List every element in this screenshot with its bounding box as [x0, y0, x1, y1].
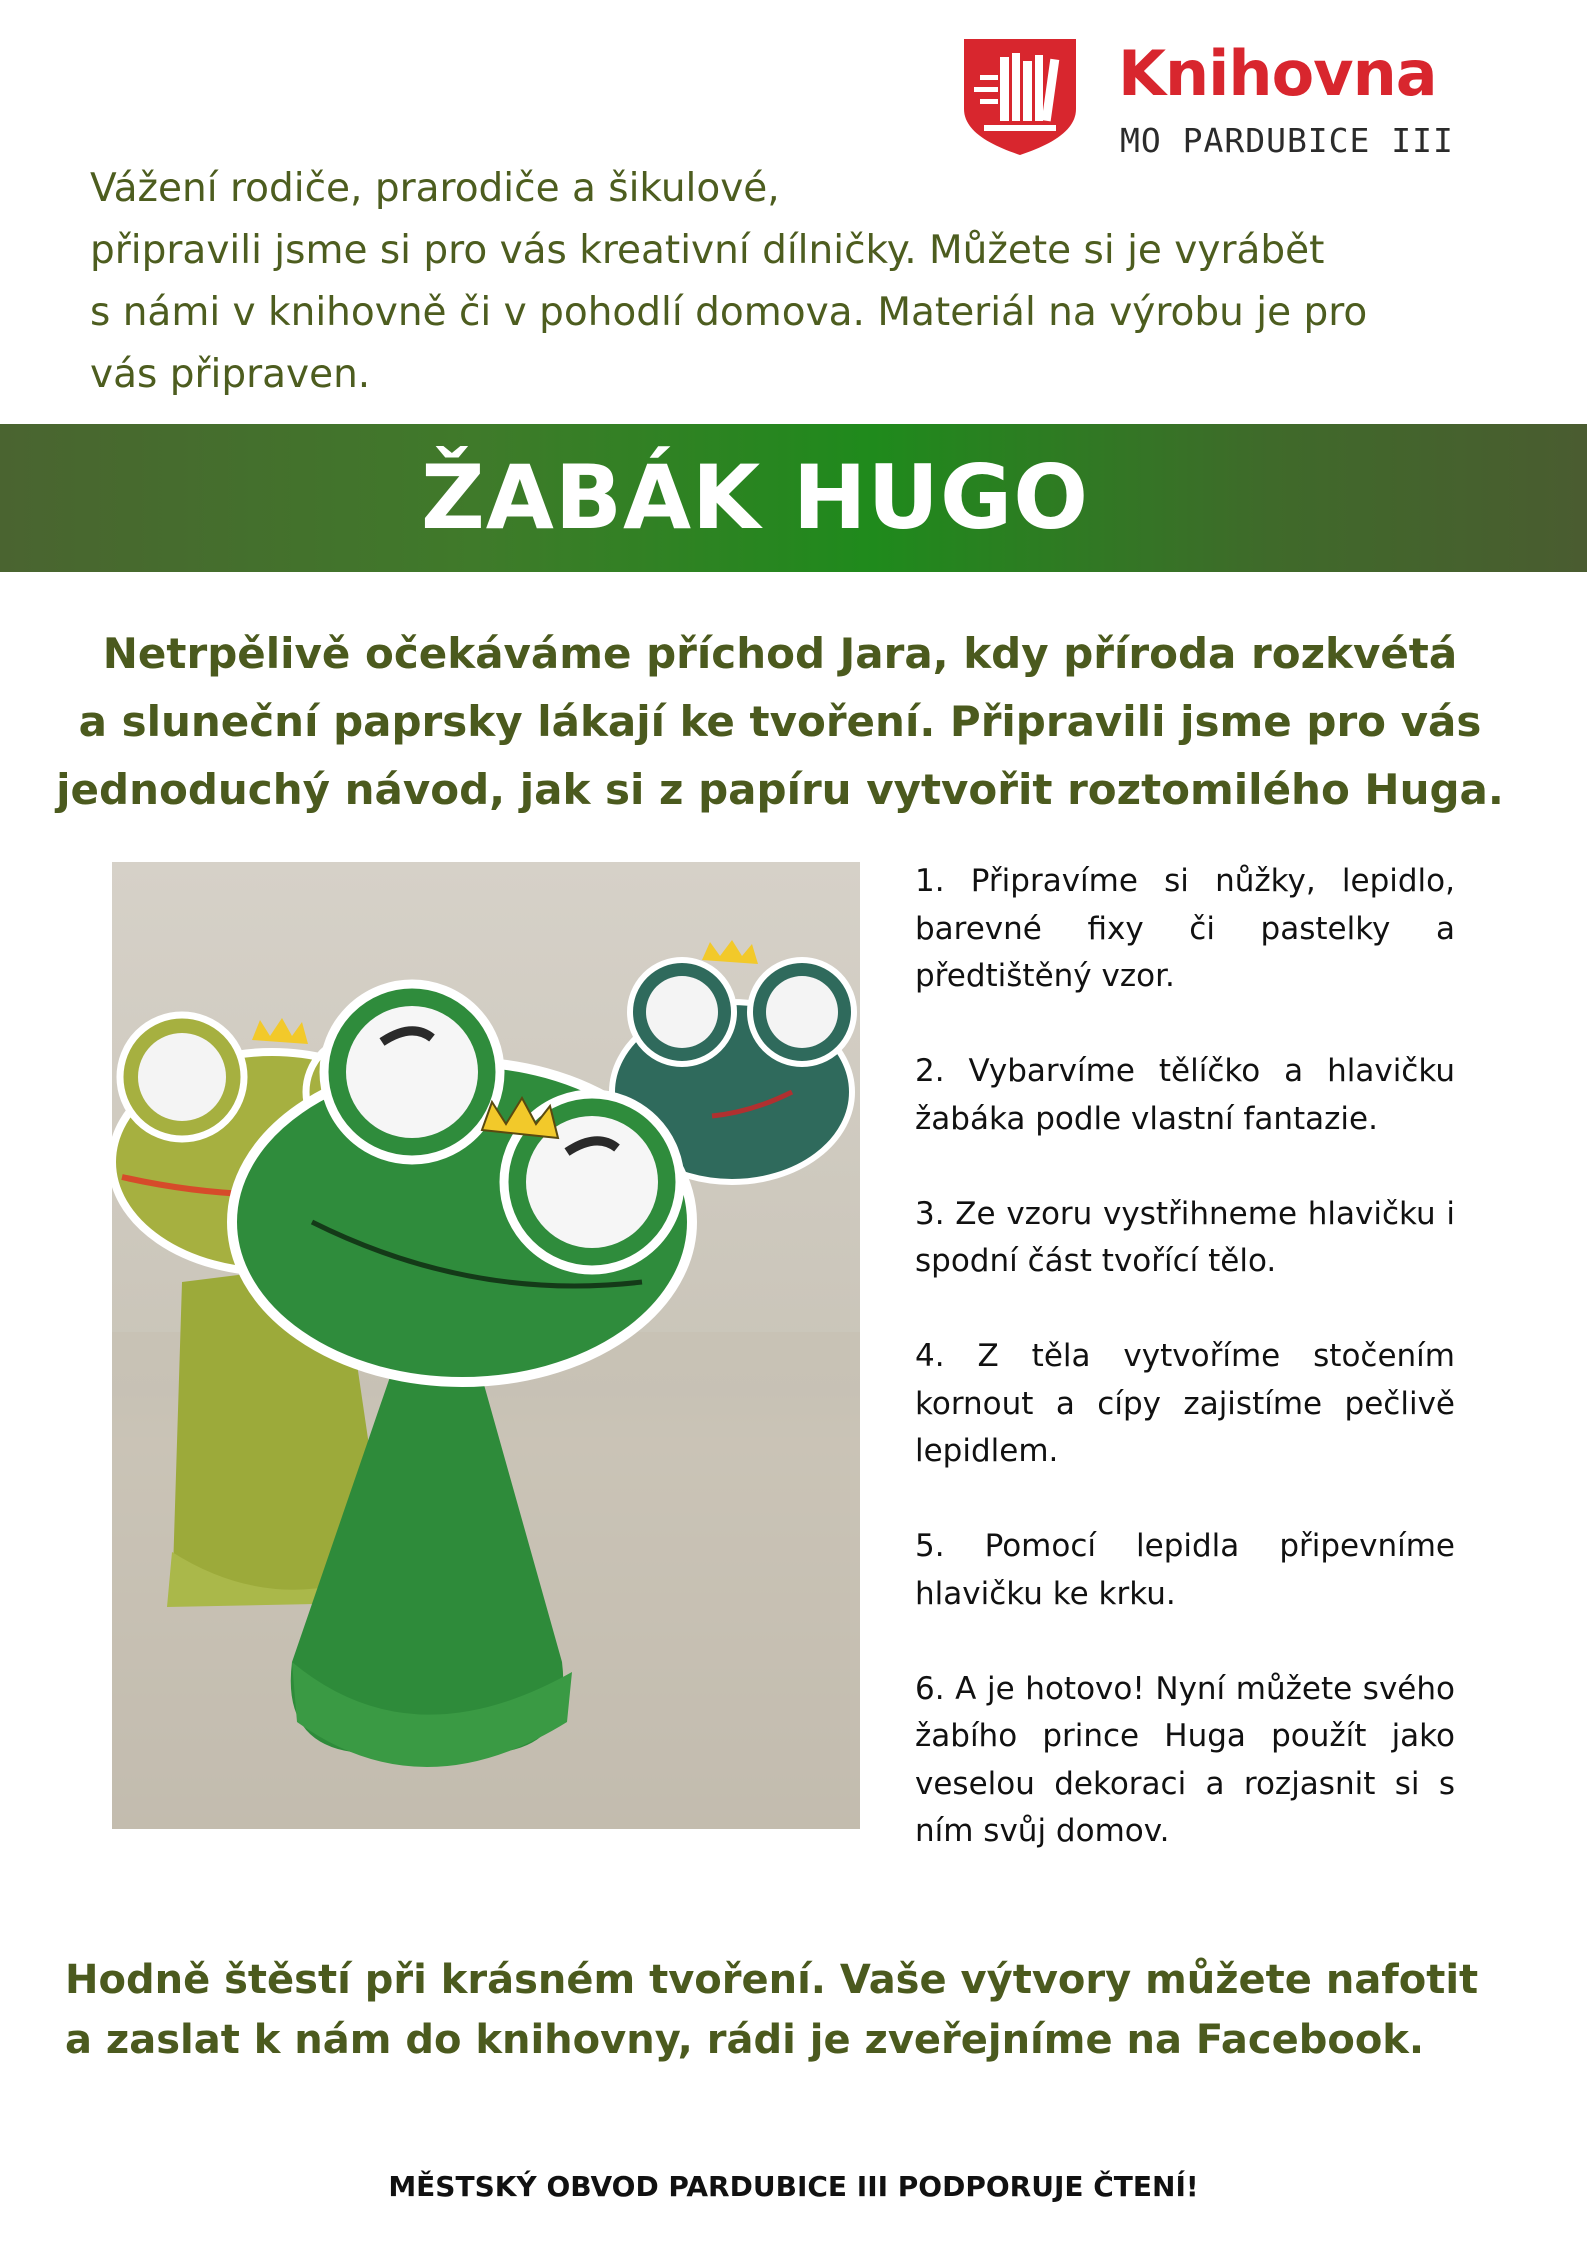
title-banner	[0, 424, 1587, 572]
page-title: ŽABÁK HUGO	[420, 446, 1090, 549]
step-item: 3. Ze vzoru vystřihneme hlavičku i spodní část tvořící tělo.	[915, 1195, 1455, 1279]
closing-line: Hodně štěstí při krásném tvoření. Vaše výtvory můžete nafotit	[65, 1957, 1479, 2003]
closing-line: a zaslat k nám do knihovny, rádi je zveřejníme na Facebook.	[65, 2017, 1425, 2063]
step-item: 6. A je hotovo! Nyní můžete svého žabího prince Huga použít jako veselou dekoraci a rozjasnit si s ním svůj domov.	[915, 1670, 1455, 1849]
paper-frogs-photo	[112, 862, 860, 1829]
step-item: 2. Vybarvíme tělíčko a hlavičku žabáka podle vlastní fantazie.	[915, 1053, 1455, 1137]
intro-line: s námi v knihovně či v pohodlí domova. Materiál na výrobu je pro	[90, 290, 1368, 335]
step-item: 1. Připravíme si nůžky, lepidlo, barevné fixy či pastelky a předtištěný vzor.	[915, 863, 1455, 994]
lead-line: Netrpělivě očekáváme příchod Jara, kdy příroda rozkvétá	[102, 629, 1458, 678]
library-branch: MO PARDUBICE III	[1120, 121, 1454, 160]
intro-paragraph	[90, 158, 1520, 406]
lead-line: a sluneční paprsky lákají ke tvoření. Připravili jsme pro vás	[78, 697, 1482, 746]
intro-line: vás připraven.	[90, 352, 371, 397]
library-logo	[960, 35, 1480, 165]
library-name: Knihovna	[1118, 37, 1437, 110]
closing-paragraph	[65, 1950, 1545, 2070]
step-item: 4. Z těla vytvoříme stočením kornout a cípy zajistíme pečlivě lepidlem.	[915, 1338, 1455, 1469]
instruction-steps	[915, 858, 1455, 1903]
book-shield-icon	[960, 35, 1080, 157]
intro-line: Vážení rodiče, prarodiče a šikulové,	[90, 166, 780, 211]
step-item: 5. Pomocí lepidla připevníme hlavičku ke krku.	[915, 1528, 1455, 1612]
lead-paragraph	[30, 620, 1530, 824]
footer-slogan: MĚSTSKÝ OBVOD PARDUBICE III PODPORUJE ČTENÍ!	[388, 2170, 1199, 2203]
lead-line: jednoduchý návod, jak si z papíru vytvořit roztomilého Huga.	[56, 765, 1504, 814]
intro-line: připravili jsme si pro vás kreativní dílničky. Můžete si je vyrábět	[90, 228, 1325, 273]
